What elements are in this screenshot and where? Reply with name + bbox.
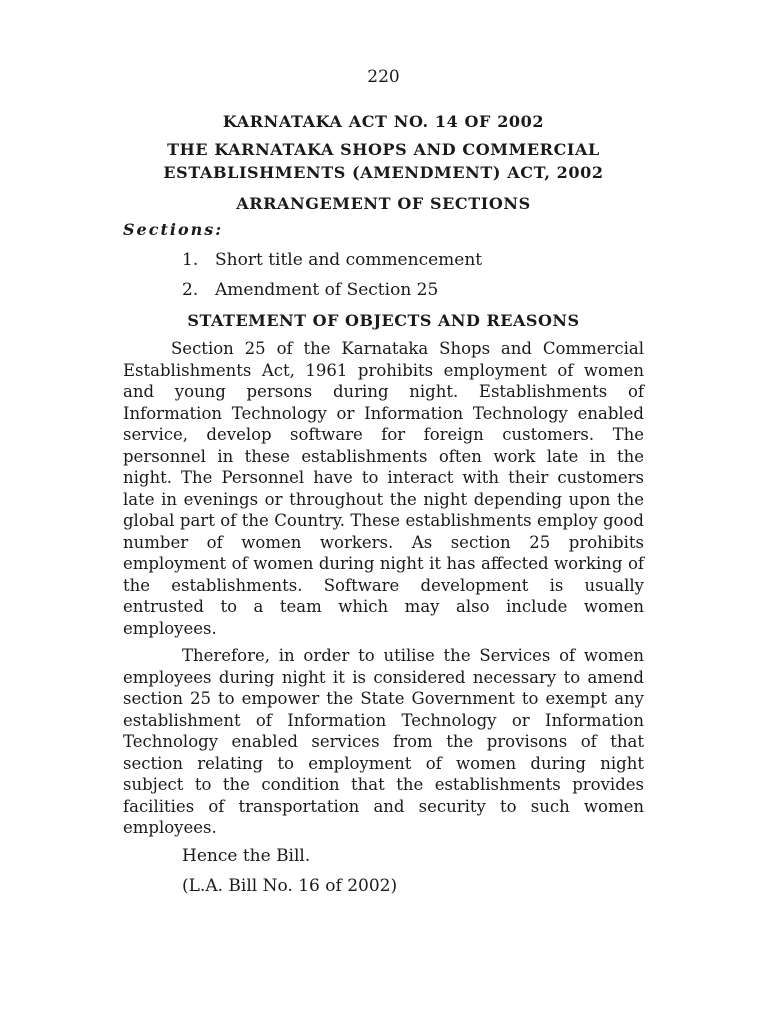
arrangement-heading: ARRANGEMENT OF SECTIONS <box>236 194 531 213</box>
sections-label: Sections: <box>123 220 224 239</box>
page-number: 220 <box>367 67 400 87</box>
closing-line: Hence the Bill. <box>182 845 311 866</box>
act-number-heading: KARNATAKA ACT NO. 14 OF 2002 <box>222 112 545 131</box>
section-title: Amendment of Section 25 <box>215 280 439 300</box>
bill-reference: (L.A. Bill No. 16 of 2002) <box>182 875 398 896</box>
section-item-1 <box>182 249 644 271</box>
section-title: Short title and commencement <box>215 250 483 270</box>
section-number: 1. <box>182 250 199 270</box>
section-item-2 <box>182 279 644 301</box>
statement-paragraph-2: Therefore, in order to utilise the Services of women employees during night it is considered necessary to amend section 25 to empower the State Government to exempt any establishment of Information Technology or Information Technology enabled services from the provisons of that section relating to employment of women during night subject to the condition that the establishments provides facilities of transportation and security to such women employees. <box>123 646 644 837</box>
act-title-heading: THE KARNATAKA SHOPS AND COMMERCIAL ESTABLISHMENTS (AMENDMENT) ACT, 2002 <box>163 140 604 182</box>
section-list <box>123 249 644 301</box>
section-number: 2. <box>182 280 199 300</box>
statement-paragraph-1: Section 25 of the Karnataka Shops and Commercial Establishments Act, 1961 prohibits employment of women and young persons during night. Establishments of Information Technology or Information Technology enabled service, develop software for foreign customers. The personnel in these establishments often work late in the night. The Personnel have to interact with their customers late in evenings or throughout the night depending upon the global part of the Country. These establishments employ good number of women workers. As section 25 prohibits employment of women during night it has affected working of the establishments. Software development is usually entrusted to a team which may also include women employees. <box>123 339 644 638</box>
statement-heading: STATEMENT OF OBJECTS AND REASONS <box>187 311 580 330</box>
document-page <box>123 66 644 905</box>
